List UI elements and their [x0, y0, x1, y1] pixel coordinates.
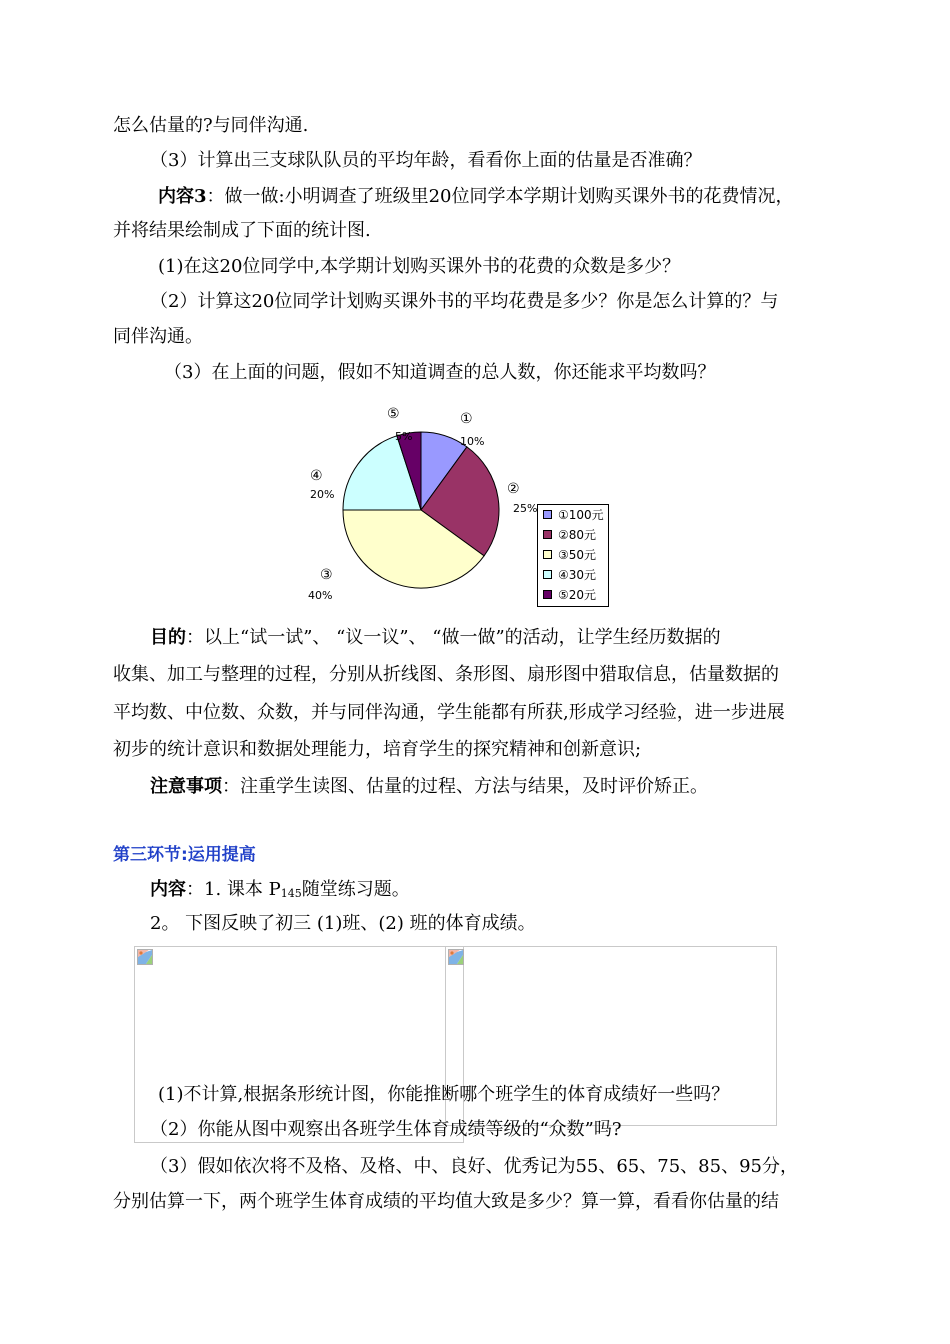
slice-marker: ④ [310, 468, 323, 484]
slice-percent-label: 40% [308, 589, 333, 602]
paragraph [150, 626, 721, 650]
page-subscript: 145 [280, 887, 302, 900]
paragraph: （3）计算出三支球队队员的平均年龄，看看你上面的估量是否准确？ [150, 150, 702, 171]
paragraph [150, 775, 708, 799]
legend-swatch [543, 570, 552, 579]
legend-label: ②80元 [558, 528, 597, 542]
paragraph: （2）计算这20位同学计划购买课外书的平均花费是多少？你是怎么计算的？与 [150, 291, 779, 312]
paragraph: 同伴沟通。 [113, 326, 203, 347]
broken-image-icon [137, 949, 153, 965]
paragraph-text: ：注重学生读图、估量的过程、方法与结果，及时评价矫正。 [222, 776, 708, 797]
paragraph: 2。 下图反映了初三 (1)班、(2) 班的体育成绩。 [150, 913, 536, 934]
chart-legend [537, 504, 609, 607]
question: 分别估算一下，两个班学生体育成绩的平均值大致是多少？算一算，看看你估量的结 [113, 1191, 779, 1212]
paragraph-text: ：做一做:小明调查了班级里20位同学本学期计划购买课外书的花费情况， [206, 186, 794, 207]
chart-image-class1 [134, 946, 464, 1143]
paragraph [158, 185, 794, 209]
legend-label: ①100元 [558, 508, 604, 522]
question: (1)不计算,根据条形统计图，你能推断哪个班学生的体育成绩好一些吗？ [158, 1084, 730, 1105]
broken-image-icon [448, 949, 464, 965]
legend-item [538, 585, 608, 605]
legend-item [538, 525, 608, 545]
paragraph: 平均数、中位数、众数，并与同伴沟通，学生能都有所获,形成学习经验，进一步进展 [113, 702, 785, 723]
legend-item [538, 505, 608, 525]
question: （2）你能从图中观察出各班学生体育成绩等级的“众数”吗? [150, 1119, 622, 1140]
paragraph: 初步的统计意识和数据处理能力，培育学生的探究精神和创新意识; [113, 739, 642, 760]
slice-percent-label: 25% [513, 502, 538, 515]
paragraph [150, 878, 410, 906]
legend-swatch [543, 550, 552, 559]
purpose-label: 目的 [150, 627, 186, 648]
legend-item [538, 565, 608, 585]
slice-marker: ① [460, 411, 473, 427]
legend-label: ③50元 [558, 548, 597, 562]
slice-marker: ⑤ [387, 406, 400, 422]
section-heading: 第三环节:运用提高 [113, 845, 256, 865]
paragraph: (1)在这20位同学中,本学期计划购买课外书的花费的众数是多少？ [158, 256, 681, 277]
question: （3）假如依次将不及格、及格、中、良好、优秀记为55、65、75、85、95分， [150, 1156, 798, 1177]
notes-label: 注意事项 [150, 776, 222, 797]
paragraph: 怎么估量的?与同伴沟通. [113, 115, 309, 136]
legend-swatch [543, 510, 552, 519]
legend-label: ④30元 [558, 568, 597, 582]
slice-percent-label: 20% [310, 488, 335, 501]
legend-swatch [543, 590, 552, 599]
legend-swatch [543, 530, 552, 539]
content-label: 内容 [150, 879, 186, 900]
paragraph-text: ：1. 课本 P [186, 879, 281, 900]
slice-percent-label: 5% [395, 430, 413, 443]
paragraph-text: ：以上“试一试”、 “议一议”、 “做一做”的活动，让学生经历数据的 [186, 627, 721, 648]
slice-percent-label: 10% [460, 435, 485, 448]
paragraph: 收集、加工与整理的过程，分别从折线图、条形图、扇形图中猎取信息，估量数据的 [113, 664, 779, 685]
legend-item [538, 545, 608, 565]
paragraph: （3）在上面的问题，假如不知道调查的总人数，你还能求平均数吗？ [164, 362, 716, 383]
slice-marker: ② [507, 481, 520, 497]
content-label: 内容3 [158, 186, 207, 207]
paragraph: 并将结果绘制成了下面的统计图. [113, 220, 371, 241]
paragraph-text: 随堂练习题。 [301, 879, 410, 900]
slice-marker: ③ [320, 567, 333, 583]
legend-label: ⑤20元 [558, 588, 597, 602]
